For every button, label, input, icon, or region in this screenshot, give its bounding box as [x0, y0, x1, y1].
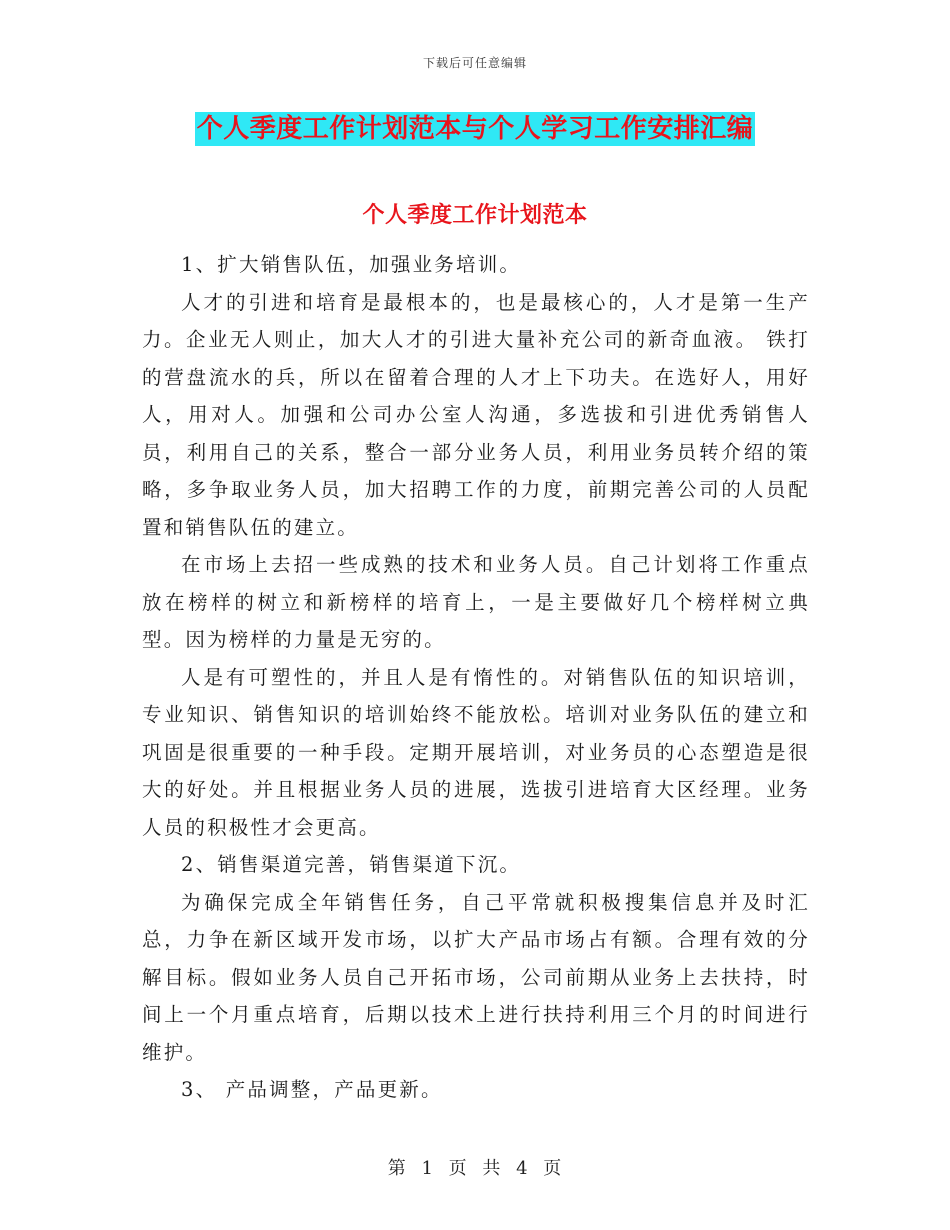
current-page-number: 1: [421, 1158, 434, 1179]
footer-total-word: 共: [482, 1158, 502, 1179]
footer-page-word: 页: [448, 1158, 468, 1179]
paragraph-body-1: 人才的引进和培育是最根本的，也是最核心的，人才是第一生产力。企业无人则止，加大人才的引进大量补充公司的新奇血液。 铁打的营盘流水的兵，所以在留着合理的人才上下功夫。在选好人，用好人，用对人。加强和公司办公室人沟通，多选拔和引进优秀销售人员，利用自己的关系，整合一部分业务人员，利用业务员转介绍的策略，多争取业务人员，加大招聘工作的力度，前期完善公司的人员配置和销售队伍的建立。: [142, 290, 810, 539]
paragraph-body-3: 人是有可塑性的，并且人是有惰性的。对销售队伍的知识培训，专业知识、销售知识的培训始终不能放松。培训对业务队伍的建立和巩固是很重要的一种手段。定期开展培训，对业务员的心态塑造是很大的好处。并且根据业务人员的进展，选拔引进培育大区经理。业务人员的积极性才会更高。: [142, 665, 810, 839]
header-note: 下载后可任意编辑: [422, 56, 527, 70]
main-title: 个人季度工作计划范本与个人学习工作安排汇编: [196, 114, 754, 144]
page-footer: [0, 1154, 950, 1180]
paragraph-item-1: 1、扩大销售队伍，加强业务培训。: [181, 253, 522, 276]
footer-prefix: 第: [387, 1158, 407, 1179]
total-pages-number: 4: [516, 1158, 529, 1179]
footer-suffix: 页: [543, 1158, 563, 1179]
paragraph-item-3: 3、 产品调整，产品更新。: [181, 1078, 443, 1101]
body-text: [142, 246, 810, 1109]
paragraph-body-4: 为确保完成全年销售任务，自己平常就积极搜集信息并及时汇总，力争在新区域开发市场，以扩大产品市场占有额。合理有效的分解目标。假如业务人员自己开拓市场，公司前期从业务上去扶持，时间上一个月重点培育，后期以技术上进行扶持利用三个月的时间进行维护。: [142, 890, 810, 1064]
main-title-container: [0, 112, 950, 146]
paragraph-body-2: 在市场上去招一些成熟的技术和业务人员。自己计划将工作重点放在榜样的树立和新榜样的培育上，一是主要做好几个榜样树立典型。因为榜样的力量是无穷的。: [142, 553, 810, 651]
paragraph-item-2: 2、销售渠道完善，销售渠道下沉。: [181, 853, 522, 876]
section-title: 个人季度工作计划范本: [362, 202, 588, 228]
